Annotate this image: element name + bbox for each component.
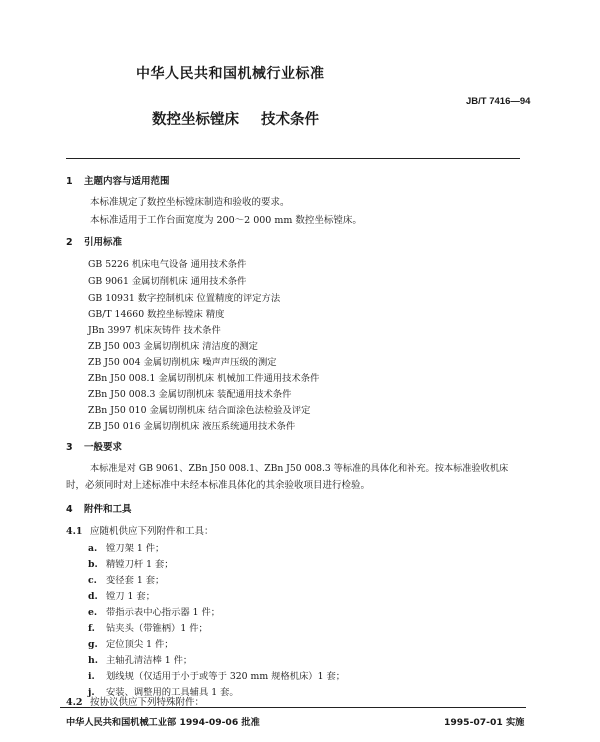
list-item [88,636,174,650]
title-main: 数控坐标镗床 [152,112,239,128]
reference-item: ZB J50 016 金属切削机床 液压系统通用技术条件 [88,421,296,432]
list-item-label: a. [88,543,98,554]
subsection-text: 按协议供应下列特殊附件： [90,697,205,708]
section-number: 1 [66,176,73,187]
list-item-text: 定位顶尖 1 件； [106,639,174,650]
document-title [152,108,319,129]
list-item [88,652,192,666]
section-4-heading [66,501,132,515]
list-item-label: f. [88,623,95,634]
reference-item: JBn 3997 机床灰铸件 技术条件 [88,325,221,336]
list-item-label: d. [88,591,98,602]
list-item-text: 划线规（仅适用于小于或等于 320 mm 规格机床）1 套； [106,671,346,682]
list-item-text: 精镗刀杆 1 套； [106,559,174,570]
list-item-text: 主轴孔清洁棒 1 件； [106,655,193,666]
section-3-heading [66,439,122,453]
reference-item: GB/T 14660 数控坐标镗床 精度 [88,309,225,320]
section-number: 2 [66,237,73,248]
approval-date: 中华人民共和国机械工业部 1994-09-06 批准 [66,717,260,728]
list-item [88,588,155,602]
list-item-text: 变径套 1 套； [106,575,165,586]
list-item [88,620,208,634]
title-sub: 技术条件 [261,112,319,128]
section-2-heading [66,234,122,248]
list-item-text: 钻夹头（带锥柄）1 件； [106,623,208,634]
list-item [88,540,164,554]
standard-number: JB/T 7416—94 [466,96,531,107]
list-item-label: h. [88,655,98,666]
reference-item: ZBn J50 010 金属切削机床 结合面涂色法检验及评定 [88,405,311,416]
subsection-4-2 [66,694,204,708]
section-title: 主题内容与适用范围 [84,176,170,187]
bottom-divider [60,707,526,708]
list-item [88,572,164,586]
reference-item: ZBn J50 008.1 金属切削机床 机械加工件通用技术条件 [88,373,320,384]
list-item-label: c. [88,575,97,586]
section-1-paragraph: 本标准适用于工作台面宽度为 200～2 000 mm 数控坐标镗床。 [90,215,362,226]
list-item-label: e. [88,607,98,618]
section-1-heading [66,173,170,187]
list-item-label: b. [88,559,98,570]
section-3-paragraph-line: 时，必须同时对上述标准中未经本标准具体化的其余验收项目进行检验。 [66,480,371,491]
reference-item: ZBn J50 008.3 金属切削机床 装配通用技术条件 [88,389,292,400]
list-item-text: 镗刀 1 套； [106,591,156,602]
list-item-label: i. [88,671,95,682]
list-item [88,668,345,682]
list-item-text: 安装、调整用的工具辅具 1 套。 [106,687,239,698]
section-number: 4 [66,504,73,515]
section-title: 引用标准 [84,237,123,248]
list-item-label: j. [88,687,95,698]
reference-item: ZB J50 003 金属切削机床 清洁度的测定 [88,341,258,352]
issuing-organization: 中华人民共和国机械行业标准 [136,66,325,82]
reference-item: ZB J50 004 金属切削机床 噪声声压级的测定 [88,357,277,368]
reference-item: GB 9061 金属切削机床 通用技术条件 [88,276,247,287]
subsection-number: 4.1 [66,526,83,537]
list-item [88,556,174,570]
reference-item: GB 10931 数字控制机床 位置精度的评定方法 [88,293,281,304]
list-item-text: 镗刀架 1 件； [106,543,165,554]
section-title: 一般要求 [84,442,123,453]
list-item-label: g. [88,639,98,650]
subsection-text: 应随机供应下列附件和工具： [90,526,214,537]
reference-item: GB 5226 机床电气设备 通用技术条件 [88,259,247,270]
section-number: 3 [66,442,73,453]
top-divider [66,158,520,159]
implementation-date: 1995-07-01 实施 [444,717,525,728]
subsection-number: 4.2 [66,697,83,708]
list-item-text: 带指示表中心指示器 1 件； [106,607,221,618]
subsection-4-1 [66,523,214,537]
section-title: 附件和工具 [84,504,132,515]
list-item [88,604,220,618]
section-1-paragraph: 本标准规定了数控坐标镗床制造和验收的要求。 [90,197,290,208]
section-3-paragraph-line: 本标准是对 GB 9061、ZBn J50 008.1、ZBn J50 008.3 等标准的具体化和补充。按本标准验收机床 [90,463,509,474]
